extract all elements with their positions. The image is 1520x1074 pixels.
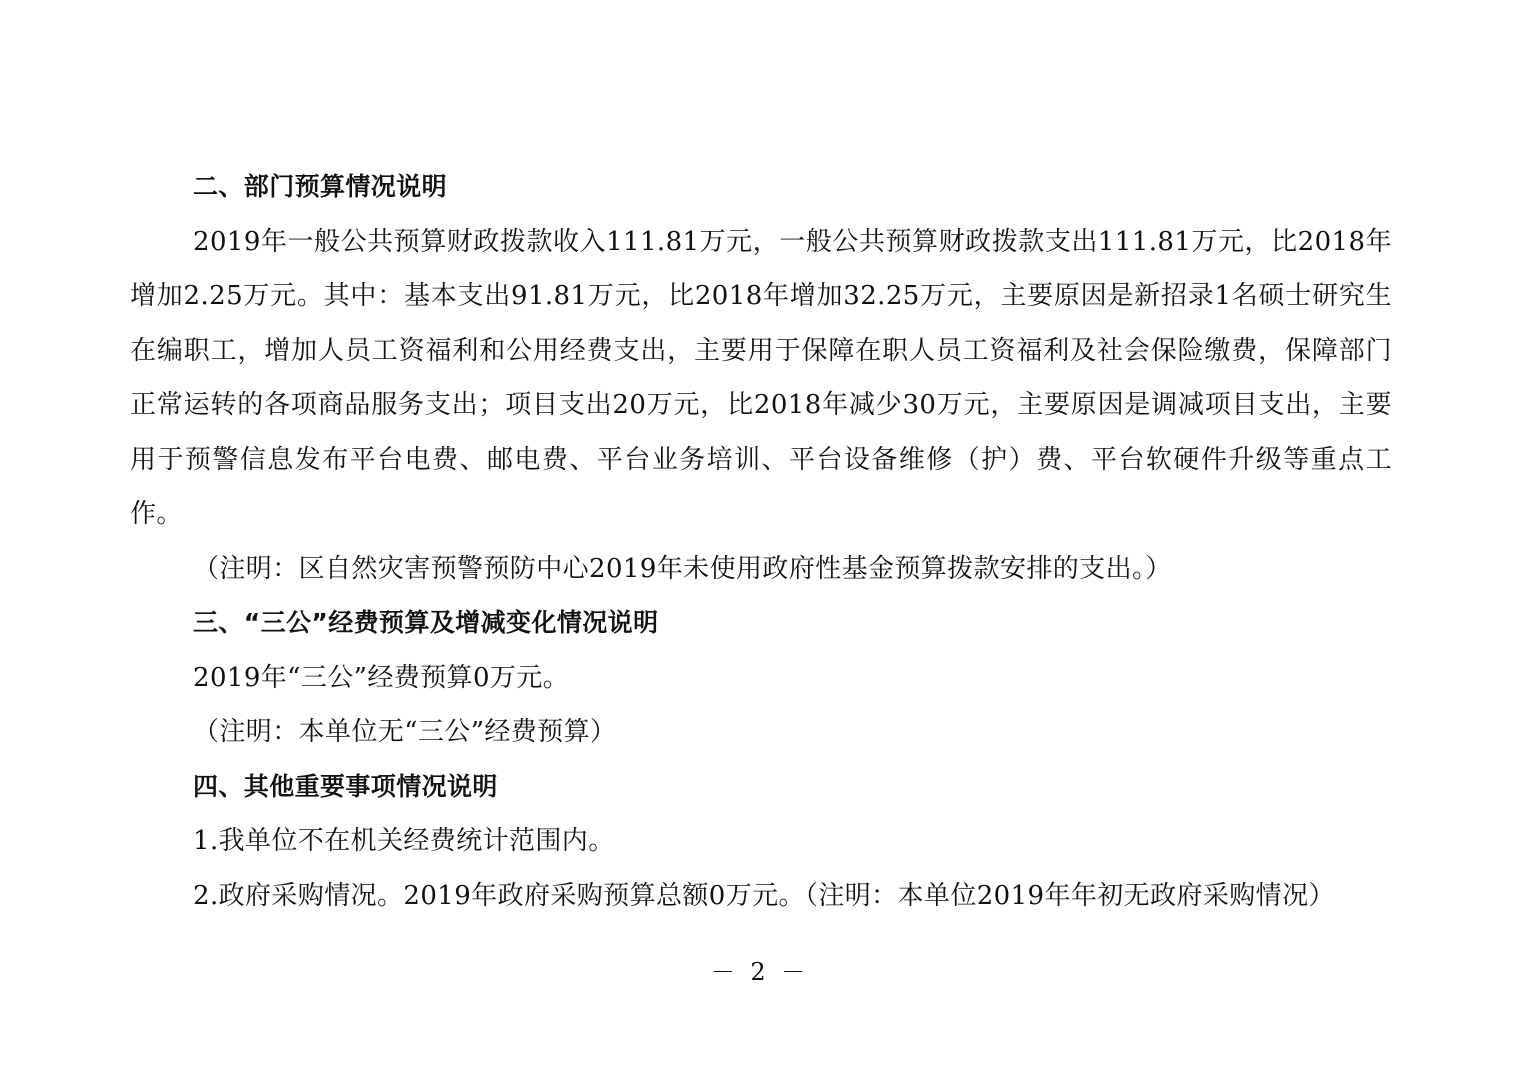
section-heading-other-matters: 四、其他重要事项情况说明 [193, 771, 498, 801]
other-matters-item-1: 1.我单位不在机关经费统计范围内。 [193, 826, 615, 856]
section-heading-three-public: 三、“三公”经费预算及增减变化情况说明 [193, 608, 659, 637]
page-number: － 2 － [710, 958, 810, 986]
document-body [130, 160, 1392, 923]
budget-note: （注明：区自然灾害预警预防中心2019年未使用政府性基金预算拨款安排的支出。） [193, 553, 1172, 584]
section-heading-budget: 二、部门预算情况说明 [193, 172, 448, 201]
budget-paragraph: 2019年一般公共预算财政拨款收入111.81万元，一般公共预算财政拨款支出111.81万元，比2018年增加2.25万元。其中：基本支出91.81万元，比2018年增加32.25万元，主要原因是新招录1名硕士研究生在编职工，增加人员工资福利和公用经费支出，主要用于保障在职人员工资福利及社会保险缴费，保障部门正常运转的各项商品服务支出；项目支出20万元，比2018年减少30万元，主要原因是调减项目支出，主要用于预警信息发布平台电费、邮电费、平台业务培训、平台设备维修（护）费、平台软硬件升级等重点工作。 [130, 226, 1392, 529]
other-matters-item-2: 2.政府采购情况。2019年政府采购预算总额0万元。（注明：本单位2019年年初无政府采购情况） [193, 880, 1335, 911]
three-public-paragraph: 2019年“三公”经费预算0万元。 [193, 662, 570, 693]
three-public-note: （注明：本单位无“三公”经费预算） [193, 717, 617, 747]
